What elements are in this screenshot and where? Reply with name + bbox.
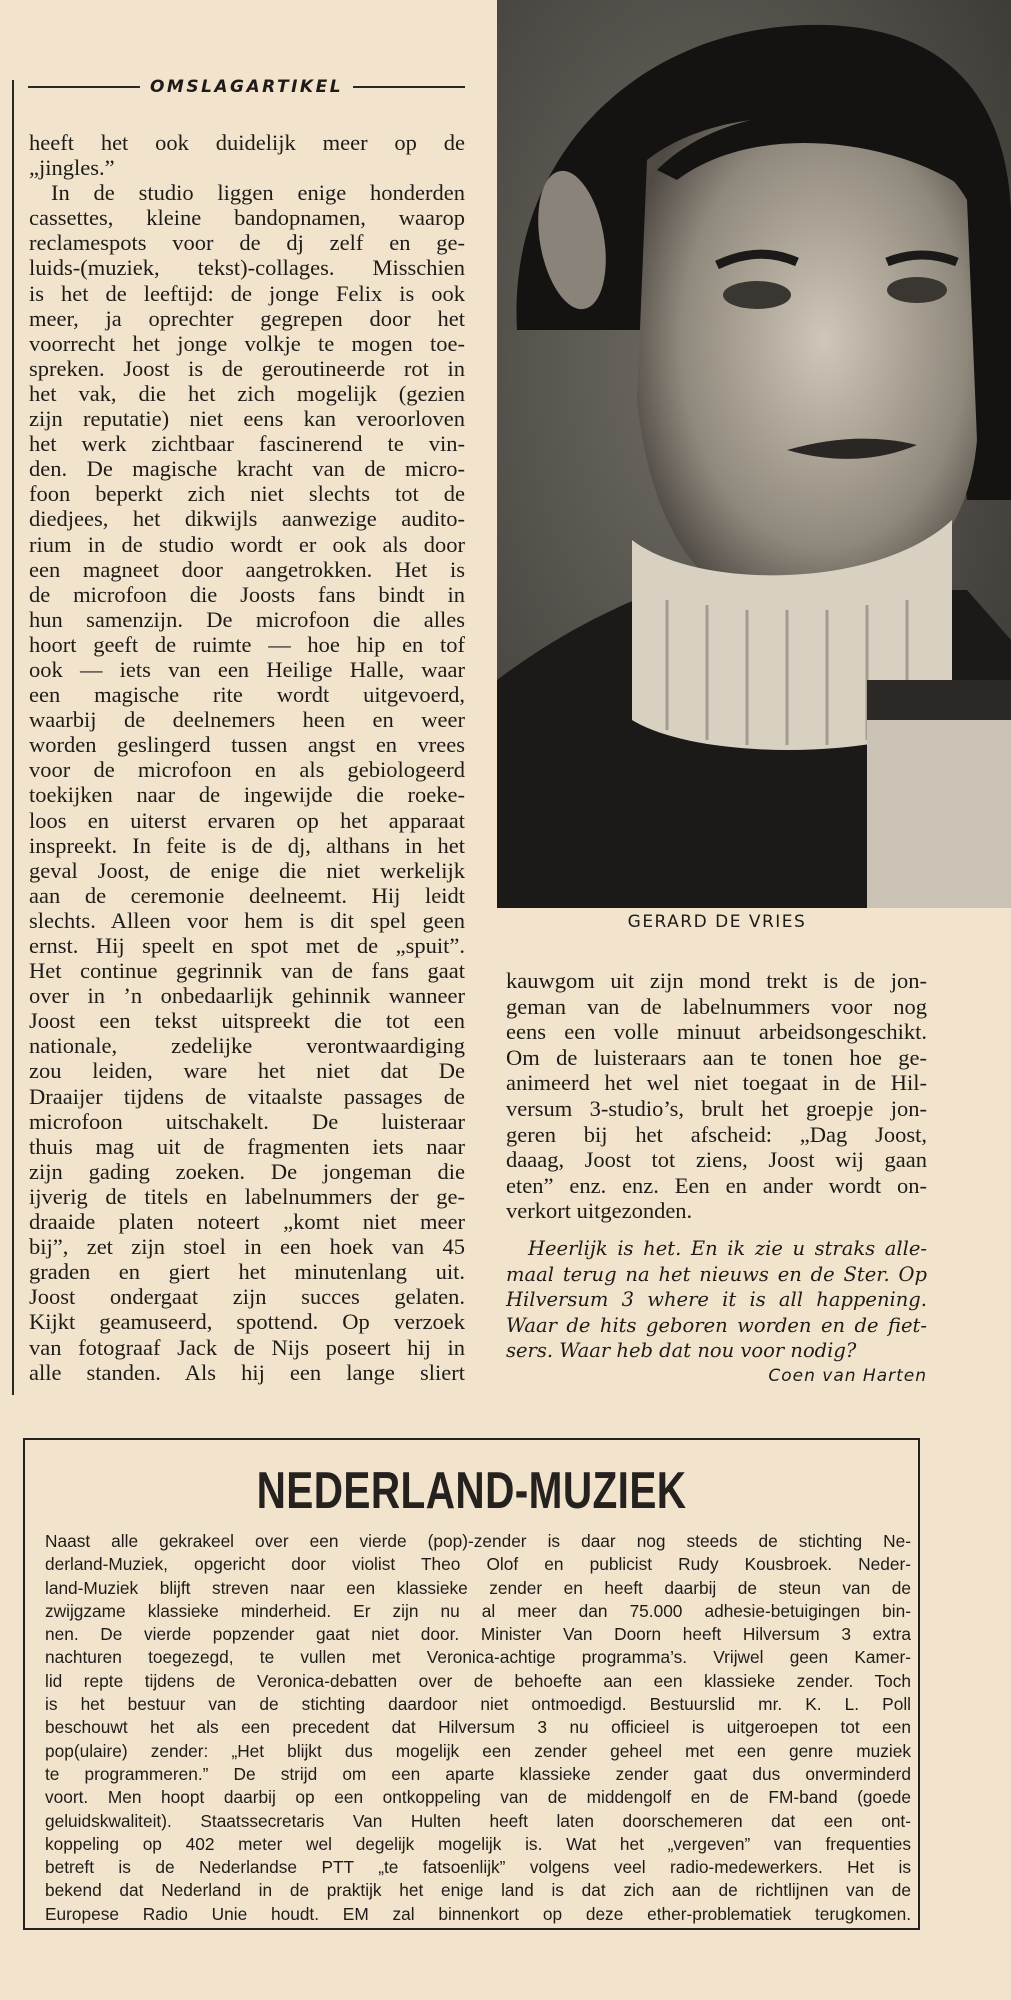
text-line: animeerd het wel niet toegaat in de Hil- (506, 1070, 927, 1096)
text-line: lid repte tijdens de Veronica-debatten over de behoefte aan een klassieke zender. Toch (45, 1670, 911, 1691)
text-line: nationale, zedelijke verontwaardiging (29, 1033, 465, 1059)
text-line: aan de ceremonie deelneemt. Hij leidt (29, 882, 465, 908)
text-line: geluidskwaliteit). Staatssecretaris Van Hulten heeft laten doorschemeren dat een ont- (45, 1810, 911, 1831)
text-line: heeft het ook duidelijk meer op de (29, 130, 465, 155)
closing-quote (506, 1236, 927, 1364)
text-line: zijn gading zoeken. De jongeman die (29, 1158, 465, 1184)
text-line: derland-Muziek, opgericht door violist Theo Olof en publicist Rudy Kousbroek. Neder- (45, 1554, 911, 1575)
text-line: zou leiden, ware het niet dat De (29, 1058, 465, 1084)
section-label: OMSLAGARTIKEL (149, 77, 344, 97)
text-line: ernst. Hij speelt en spot met de „spuit”. (29, 933, 465, 958)
text-line: Hilversum 3 where it is all happening. (506, 1288, 927, 1312)
text-line: de microfoon die Joosts fans bindt in (29, 581, 465, 607)
text-line: reclamespots voor de dj zelf en ge- (29, 230, 465, 256)
text-line: Waar de hits geboren worden en de fiet- (506, 1313, 927, 1337)
text-line: het vak, die het zich mogelijk (gezien (29, 380, 465, 406)
text-line: land-Muziek blijft streven naar een klassieke zender en heeft daarbij de steun van de (45, 1577, 911, 1598)
text-line: zijn reputatie) niet eens kan veroorloven (29, 406, 465, 432)
text-line: is het bestuur van de stichting daardoor niet ontmoedigd. Bestuurslid mr. K. L. Poll (45, 1694, 911, 1715)
text-line: maal terug na het nieuws en de Ster. Op (506, 1262, 927, 1286)
author-byline: Coen van Harten (768, 1366, 927, 1386)
text-line: graden en giert het minutenlang uit. (29, 1259, 465, 1285)
text-line: daaag, Joost tot ziens, Joost wij gaan (506, 1147, 927, 1173)
text-line: foon beperkt zich niet slechts tot de (29, 481, 465, 507)
text-line: zwijgzame klassieke minderheid. Er zijn nu al meer dan 75.000 adhesie-betuigingen bin- (45, 1600, 911, 1621)
text-line: bij”, zet zijn stoel in een hoek van 45 (29, 1234, 465, 1260)
text-line: waarbij de deelnemers heen en weer (29, 707, 465, 733)
text-line: diedjees, het dikwijls aanwezige audito- (29, 506, 465, 532)
text-line: hun samenzijn. De microfoon die alles (29, 606, 465, 632)
text-line: het werk zichtbaar fascinerend te vin- (29, 431, 465, 457)
text-line: verkort uitgezonden. (506, 1198, 693, 1224)
text-line: Het continue gegrinnik van de fans gaat (29, 958, 465, 984)
text-line: cassettes, kleine bandopnamen, waarop (29, 205, 465, 231)
header-rule-left (28, 86, 140, 88)
text-line: Naast alle gekrakeel over een vierde (pop)-zender is daar nog steeds de stichting Ne- (45, 1531, 911, 1551)
column-rule (12, 80, 14, 1395)
text-line: microfoon uitschakelt. De luisteraar (29, 1108, 465, 1134)
text-line: geren bij het afscheid: „Dag Joost, (506, 1121, 927, 1147)
text-line: slechts. Alleen voor hem is dit spel geen (29, 907, 465, 933)
text-line: van fotograaf Jack de Nijs poseert hij in (29, 1334, 465, 1360)
text-line: loos en uiterst ervaren op het apparaat (29, 807, 465, 833)
text-line: spreken. Joost is de geroutineerde rot in (29, 355, 465, 381)
text-line: inspreekt. In feite is de dj, althans in het (29, 832, 465, 858)
text-line: toekijken naar de ingewijde die roeke- (29, 782, 465, 808)
portrait-image (497, 0, 1011, 908)
text-line: pop(ulaire) zender: „Het blijkt dus mogelijk een zender geheel met een genre muziek (45, 1740, 911, 1761)
text-line: geval Joost, de enige die niet werkelijk (29, 857, 465, 883)
text-line: eens een volle minuut arbeidsongeschikt. (506, 1019, 927, 1045)
text-line: beschouwt het als een precedent dat Hilversum 3 nu officieel is uitgeroepen tot een (45, 1717, 911, 1738)
text-line: meer, ja oprechter gegrepen door het (29, 305, 465, 331)
text-line: koppeling op 402 meter wel degelijk mogelijk is. Wat het „vergeven” van frequenties (45, 1833, 911, 1854)
text-line: kauwgom uit zijn mond trekt is de jon- (506, 968, 927, 993)
box-title (25, 1462, 918, 1520)
text-line: luids-(muziek, tekst)-collages. Misschien (29, 255, 465, 281)
text-line: Kijkt geamuseerd, spottend. Op verzoek (29, 1309, 465, 1335)
text-line: alle standen. Als hij een lange sliert (29, 1359, 465, 1385)
text-line: Joost een tekst uitspreekt die tot een (29, 1008, 465, 1034)
text-line: is het de leeftijd: de jonge Felix is ook (29, 280, 465, 306)
text-line: eten” enz. enz. Een en ander wordt on- (506, 1172, 927, 1198)
header-rule-right (353, 86, 465, 88)
box-title-text: NEDERLAND-MUZIEK (256, 1462, 687, 1520)
text-line: In de studio liggen enige honderden (51, 180, 465, 206)
sidebar-box (23, 1438, 920, 1930)
text-line: worden geslingerd tussen angst en vrees (29, 732, 465, 758)
article-left-column (29, 130, 465, 1385)
text-line: Om de luisteraars aan te tonen hoe ge- (506, 1044, 927, 1070)
text-line: den. De magische kracht van de micro- (29, 456, 465, 482)
text-line: Joost ondergaat zijn succes gelaten. (29, 1284, 465, 1310)
box-body (45, 1530, 911, 1926)
article-right-column (506, 968, 927, 1224)
text-line: voort. Men hoopt daarbij op een ontkoppeling van de middengolf en de FM-band (goede (45, 1787, 911, 1808)
text-line: te programmeren.” De strijd om een aparte klassieke zender gaat dus onverminderd (45, 1763, 911, 1784)
text-line: nen. De vierde popzender gaat niet door. Minister Van Doorn heeft Hilversum 3 extra (45, 1624, 911, 1645)
text-line: hoort geeft de ruimte — hoe hip en tof (29, 631, 465, 657)
text-line: versum 3-studio’s, brult het groepje jon- (506, 1095, 927, 1121)
text-line: Draaijer tijdens de vitaalste passages de (29, 1083, 465, 1109)
text-line: Europese Radio Unie houdt. EM zal binnenkort op deze ether-problematiek terugkomen. (45, 1903, 911, 1924)
text-line: thuis mag uit de fragmenten iets naar (29, 1133, 465, 1159)
text-line: een magische rite wordt uitgevoerd, (29, 682, 465, 708)
photo-caption: GERARD DE VRIES (627, 912, 807, 932)
text-line: rium in de studio wordt er ook als door (29, 531, 465, 557)
text-line: Heerlijk is het. En ik zie u straks alle- (528, 1237, 927, 1260)
text-line: geman van de labelnummers voor nog (506, 993, 927, 1019)
text-line: voor de microfoon en als gebiologeerd (29, 757, 465, 783)
text-line: betreft is de Nederlandse PTT „te fatsoenlijk” volgens veel radio-medewerkers. Het is (45, 1857, 911, 1878)
portrait-photo (497, 0, 1011, 908)
text-line: nachturen toegezegd, te vullen met Veronica-achtige programma’s. Vrijwel geen Kamer- (45, 1647, 911, 1668)
section-header (28, 74, 465, 100)
text-line: draaide platen noteert „komt niet meer (29, 1209, 465, 1235)
text-line: sers. Waar heb dat nou voor nodig? (506, 1339, 857, 1363)
text-line: bekend dat Nederland in de praktijk het enige land is dat zich aan de richtlijnen van de (45, 1880, 911, 1901)
text-line: een magneet door aangetrokken. Het is (29, 556, 465, 582)
text-line: ijverig de titels en labelnummers der ge- (29, 1183, 465, 1209)
text-line: ook — iets van een Heilige Halle, waar (29, 656, 465, 682)
text-line: „jingles.” (29, 155, 115, 181)
text-line: over in ’n onbedaarlijk gehinnik wanneer (29, 983, 465, 1009)
text-line: voorrecht het jonge volkje te mogen toe- (29, 330, 465, 356)
